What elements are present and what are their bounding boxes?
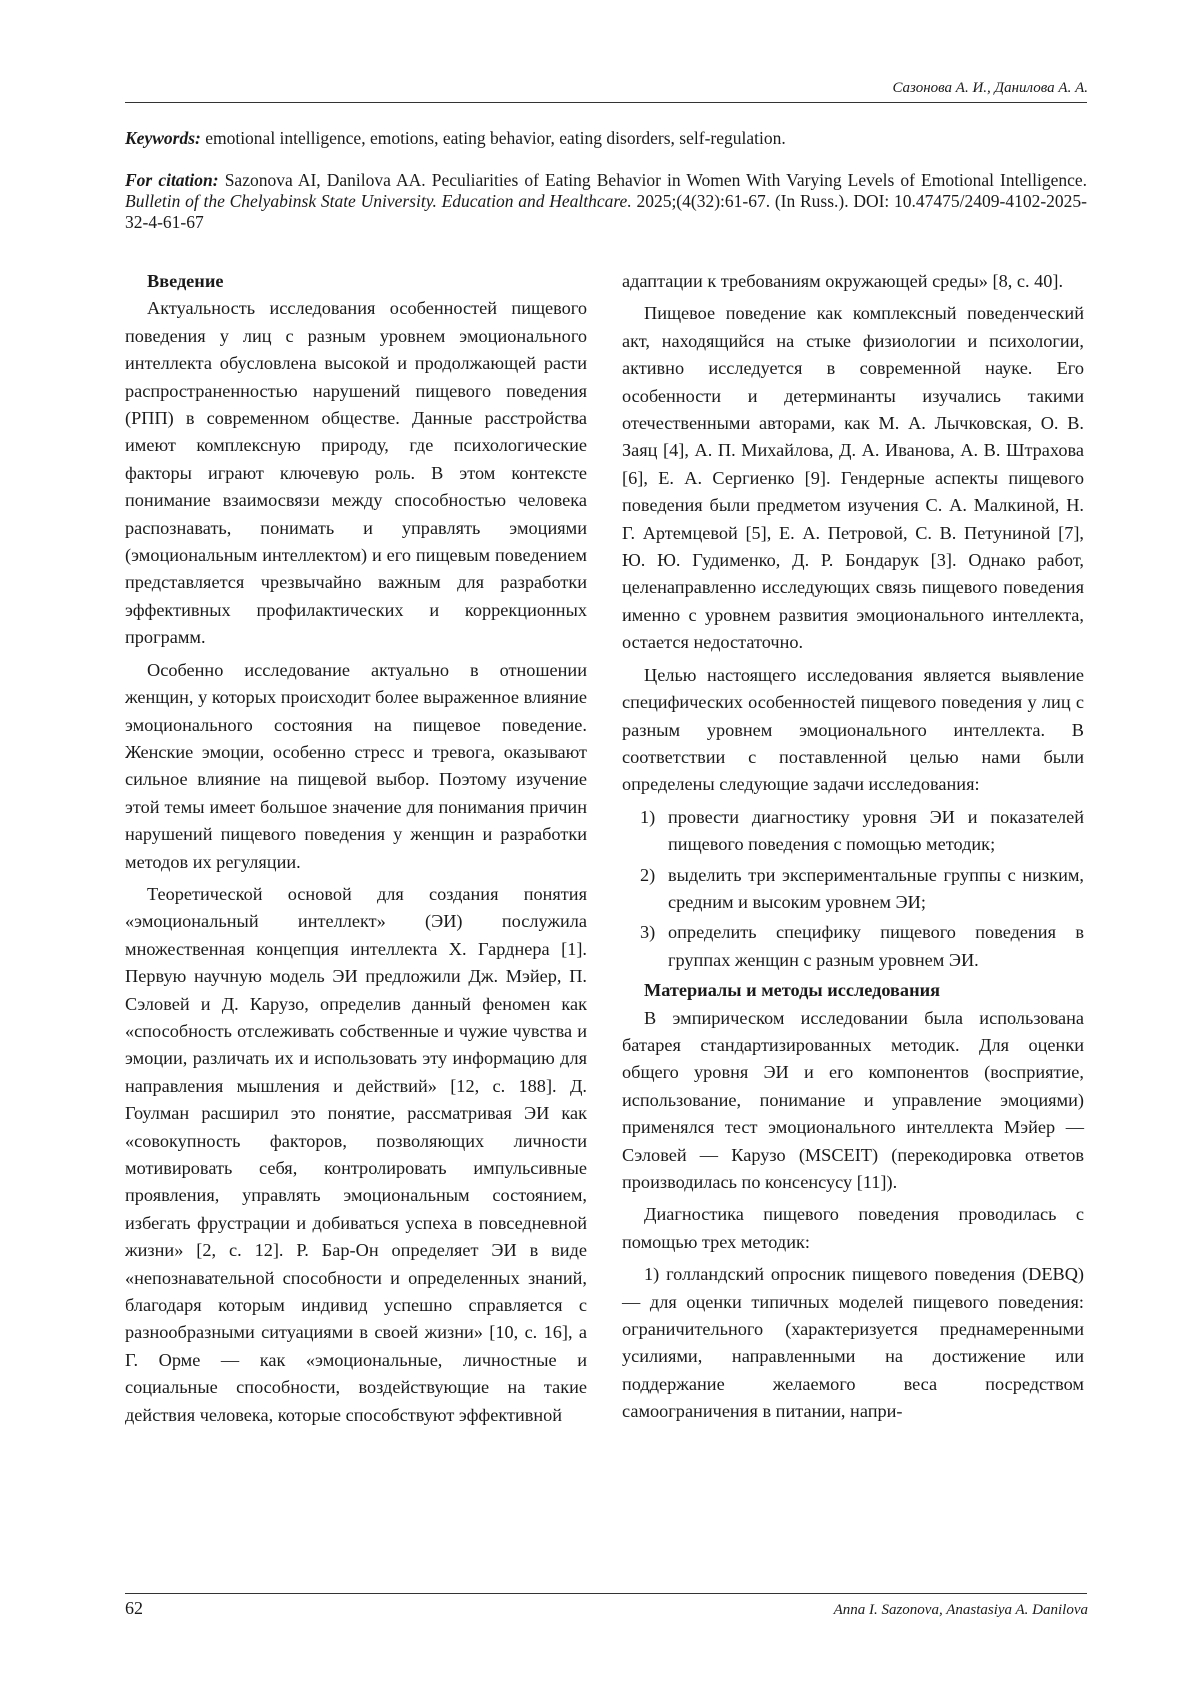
task-number: 1) xyxy=(640,806,656,827)
task-list-item xyxy=(622,919,1084,974)
paragraph: Особенно исследование актуально в отношении женщин, у которых происходит более выраженное влияние эмоционального состояния на пищевое поведение. Женские эмоции, особенно стресс и тревога, оказывают сильное влияние на пищевой выбор. Поэтому изучение этой темы имеет большое значение для понимания причин нарушений пищевого поведения у женщин и разработки методов их регуляции. xyxy=(125,659,587,872)
task-number: 3) xyxy=(640,922,656,943)
citation-block xyxy=(125,170,1087,233)
paragraph: Пищевое поведение как комплексный поведенческий акт, находящийся на стыке физиологии и психологии, активно исследуется в современной науке. Его особенности и детерминанты изучались такими отечественными авторами, как М. А. Лычковская, О. В. Заяц [4], А. П. Михайлова, Д. А. Иванова, А. В. Штрахова [6], Е. А. Сергиенко [9]. Гендерные аспекты пищевого поведения были предметом изучения С. А. Малкиной, Н. Г. Артемцевой [5], Е. А. Петровой, С. В. Петуниной [7], Ю. Ю. Гудименко, Д. Р. Бондарук [3]. Однако работ, целенаправленно исследующих связь пищевого поведения именно с уровнем развития эмоционального интеллекта, остается недостаточно. xyxy=(622,303,1084,653)
paragraph: Целью настоящего исследования является выявление специфических особенностей пищевого поведения у лиц с разным уровнем эмоционального интеллекта. В соответствии с поставленной целью нами были определены следующие задачи исследования: xyxy=(622,664,1084,795)
section-heading-introduction: Введение xyxy=(147,271,224,291)
section-heading-methods: Материалы и методы исследования xyxy=(644,980,941,1001)
task-text: провести диагностику уровня ЭИ и показателей пищевого поведения с помощью методик; xyxy=(668,806,1084,855)
task-list-item xyxy=(622,804,1084,859)
paragraph: 1) голландский опросник пищевого поведения (DEBQ) — для оценки типичных моделей пищевого поведения: ограничительного (характеризуется преднамеренными усилиями, направленными на достижение или поддержание желаемого веса посредством самоограничения в питании, напри- xyxy=(622,1264,1084,1422)
task-number: 2) xyxy=(640,864,656,885)
paragraph: Диагностика пищевого поведения проводилась с помощью трех методик: xyxy=(622,1204,1084,1252)
running-footer-authors: Anna I. Sazonova, Anastasiya A. Danilova xyxy=(833,1602,1088,1618)
right-column xyxy=(622,268,1084,1431)
citation-details: 2025;(4(32):61-67. (In Russ.). DOI: 10.47475/2409-4102-2025-32-4-61-67 xyxy=(125,191,1087,232)
paragraph: В эмпирическом исследовании была использована батарея стандартизированных методик. Для оценки общего уровня ЭИ и его компонентов (восприятие, использование, понимание и управление эмоциями) применялся тест эмоционального интеллекта Мэйер — Сэловей — Карузо (MSCEIT) (перекодировка ответов производилась по консенсусу [11]). xyxy=(622,1007,1084,1192)
paragraph: Актуальность исследования особенностей пищевого поведения у лиц с разным уровнем эмоционального интеллекта обусловлена высокой и продолжающей расти распространенностью нарушений пищевого поведения (РПП) в современном обществе. Данные расстройства имеют комплексную природу, где психологические факторы играют ключевую роль. В этом контексте понимание взаимосвязи между способностью человека распознавать, понимать и управлять эмоциями (эмоциональным интеллектом) и его пищевым поведением представляется чрезвычайно важным для разработки эффективных профилактических и коррекционных программ. xyxy=(125,298,587,648)
task-text: выделить три экспериментальные группы с низким, средним и высоким уровнем ЭИ; xyxy=(668,864,1084,912)
page-number: 62 xyxy=(125,1598,143,1618)
keywords-label: Keywords: xyxy=(125,128,201,148)
running-header-authors: Сазонова А. И., Данилова А. А. xyxy=(892,80,1088,96)
keywords-block xyxy=(125,128,1087,149)
citation-label: For citation: xyxy=(125,170,219,190)
header-divider xyxy=(125,102,1087,103)
citation-journal: Bulletin of the Chelyabinsk State University. Education and Healthcare. xyxy=(125,191,632,211)
task-list-item xyxy=(622,862,1084,917)
paragraph: Теоретической основой для создания понятия «эмоциональный интеллект» (ЭИ) послужила множественная концепция интеллекта Х. Гарднера [1]. Первую научную модель ЭИ предложили Дж. Мэйер, П. Сэловей и Д. Карузо, определив данный феномен как «способность отслеживать собственные и чужие чувства и эмоции, различать их и использовать эту информацию для направления мышления и действий» [12, с. 188]. Д. Гоулман расширил это понятие, рассматривая ЭИ как «совокупность факторов, позволяющих личности мотивировать себя, контролировать импульсивные проявления, управлять эмоциональным состоянием, избегать фрустрации и добиваться успеха в повседневной жизни» [2, с. 12]. Р. Бар-Он определяет ЭИ в виде «непознавательной способности и определенных знаний, благодаря которым индивид успешно справляется с разнообразными ситуациями в своей жизни» [10, с. 16], а Г. Орме — как «эмоциональные, личностные и социальные способности, воздействующие на такие действия человека, которые способствуют эффективной xyxy=(125,883,587,1425)
citation-text: Sazonova AI, Danilova AA. Peculiarities of Eating Behavior in Women With Varying Levels of Emotional Intelligence. xyxy=(224,170,1088,190)
keywords-text: emotional intelligence, emotions, eating behavior, eating disorders, self-regulation. xyxy=(205,128,786,148)
task-text: определить специфику пищевого поведения в группах женщин с разным уровнем ЭИ. xyxy=(668,922,1084,970)
footer-divider xyxy=(125,1593,1087,1594)
paragraph-continuation: адаптации к требованиям окружающей среды» [8, с. 40]. xyxy=(622,271,1064,291)
left-column xyxy=(125,268,587,1434)
